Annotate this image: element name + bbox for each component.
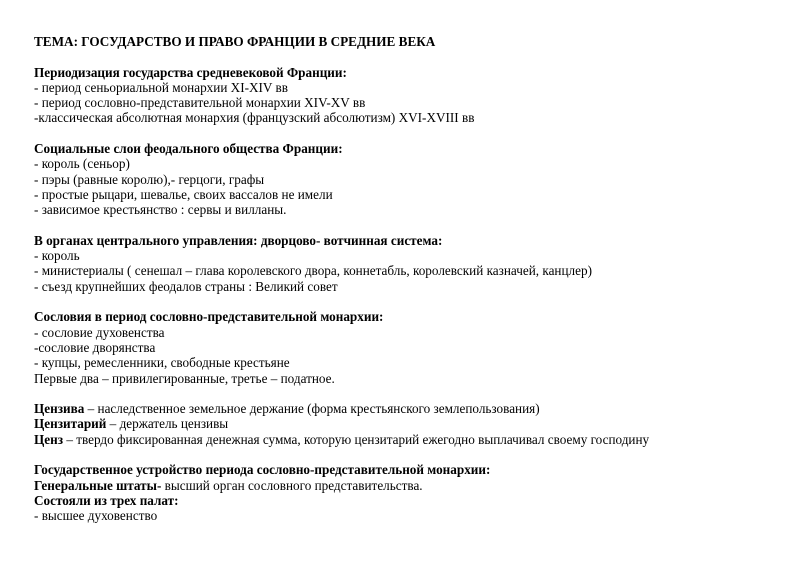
term: Цензитарий — [34, 416, 107, 432]
chambers-item: - высшее духовенство — [34, 508, 158, 524]
periodization-item: - период сословно-представительной монархии XIV-XV вв — [34, 95, 366, 111]
definition: – держатель цензивы — [106, 416, 229, 432]
structure-heading: Государственное устройство периода сословно-представительной монархии: — [34, 462, 491, 478]
spacer — [34, 447, 774, 462]
social-layers-item: - король (сеньор) — [34, 156, 130, 172]
term: Цензива — [34, 401, 85, 417]
document-title: ТЕМА: ГОСУДАРСТВО И ПРАВО ФРАНЦИИ В СРЕДНИЕ ВЕКА — [34, 34, 436, 49]
term: Генеральные штаты- — [34, 477, 162, 493]
social-layers-item: - зависимое крестьянство : сервы и вилланы. — [34, 202, 287, 218]
estates-item: - сословие духовенства — [34, 324, 165, 340]
estates-item: - купцы, ремесленники, свободные крестьяне — [34, 355, 290, 371]
periodization-item: -классическая абсолютная монархия (французский абсолютизм) XVI-XVIII вв — [34, 110, 475, 126]
spacer — [34, 49, 774, 64]
definition: – твердо фиксированная денежная сумма, которую цензитарий ежегодно выплачивал своему господину — [63, 431, 650, 447]
spacer — [34, 126, 774, 141]
estates-general-definition — [34, 478, 774, 493]
estates-heading: Сословия в период сословно-представительной монархии: — [34, 309, 384, 325]
central-government-item: - министериалы ( сенешал – глава королевского двора, коннетабль, королевский казначей, канцлер) — [34, 263, 592, 279]
spacer — [34, 218, 774, 233]
term-definition — [34, 416, 774, 431]
term-definition — [34, 401, 774, 416]
chambers-heading: Состояли из трех палат: — [34, 492, 179, 508]
term-definition — [34, 432, 774, 447]
social-layers-item: - простые рыцари, шевалье, своих вассалов не имели — [34, 186, 333, 202]
definition: высший орган сословного представительства. — [161, 477, 423, 493]
estates-note: Первые два – привилегированные, третье – податное. — [34, 370, 335, 386]
term: Ценз — [34, 431, 64, 447]
document-page — [34, 34, 774, 524]
definition: – наследственное земельное держание (форма крестьянского землепользования) — [84, 401, 540, 417]
social-layers-item: - пэры (равные королю),- герцоги, графы — [34, 171, 265, 187]
central-government-heading: В органах центрального управления: дворцово- вотчинная система: — [34, 232, 443, 248]
spacer — [34, 386, 774, 401]
central-government-item: - съезд крупнейших феодалов страны : Великий совет — [34, 278, 338, 294]
spacer — [34, 294, 774, 309]
estates-item: -сословие дворянства — [34, 339, 156, 355]
periodization-heading: Периодизация государства средневековой Франции: — [34, 64, 347, 80]
social-layers-heading: Социальные слои феодального общества Франции: — [34, 141, 343, 157]
periodization-item: - период сеньориальной монархии XI-XIV вв — [34, 79, 288, 95]
central-government-item: - король — [34, 248, 80, 264]
